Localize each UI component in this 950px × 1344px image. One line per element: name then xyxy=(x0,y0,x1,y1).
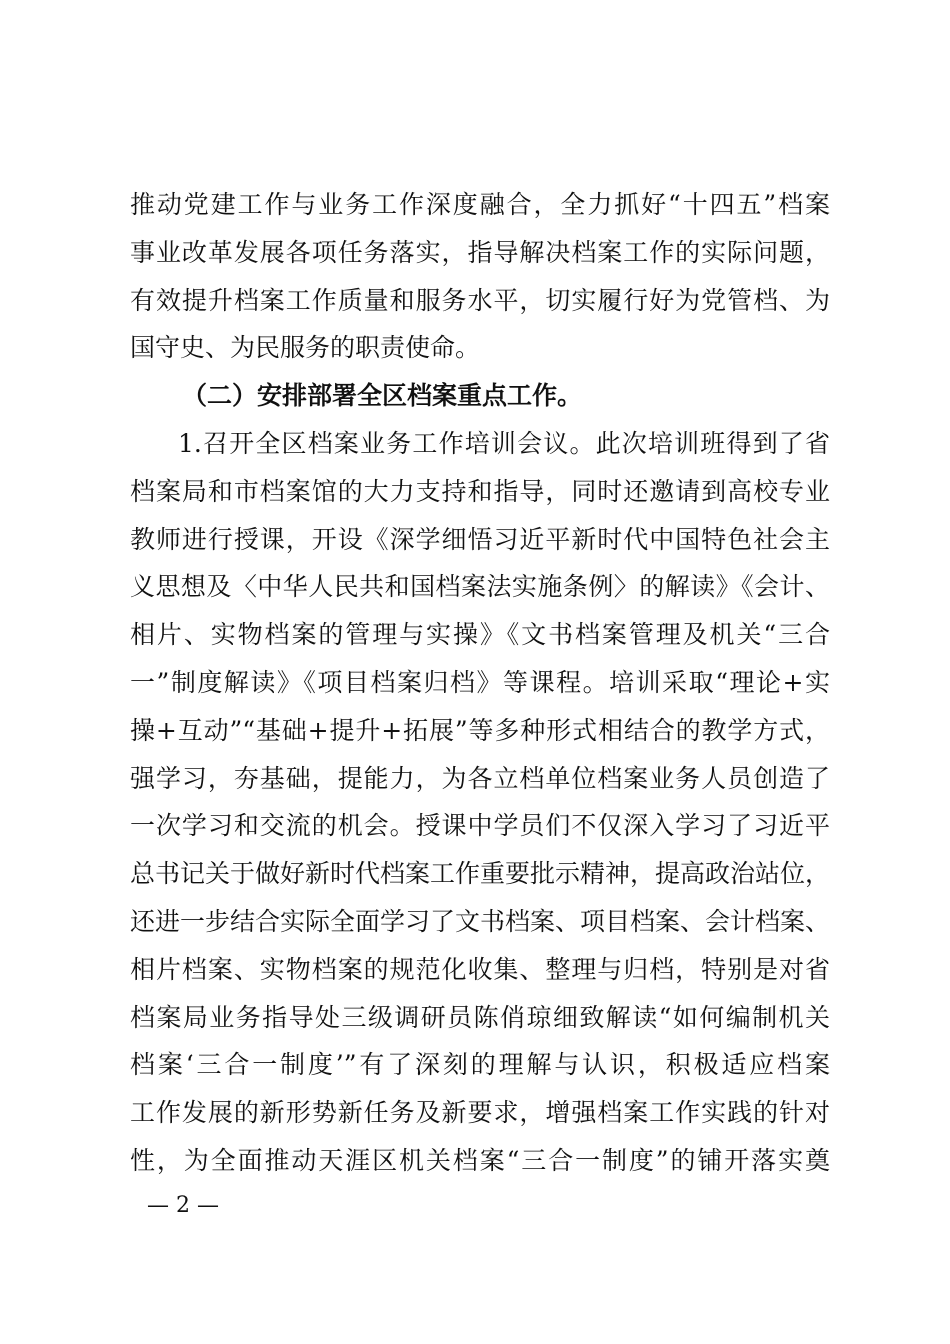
text-line: 档案局业务指导处三级调研员陈俏琼细致解读“如何编制机关 xyxy=(130,1002,830,1032)
text-line: 推动党建工作与业务工作深度融合，全力抓好“十四五”档案 xyxy=(130,190,830,219)
paragraph-party-building xyxy=(130,181,830,372)
text-line: 有效提升档案工作质量和服务水平，切实履行好为党管档、为 xyxy=(130,285,830,315)
text-line: 工作发展的新形势新任务及新要求，增强档案工作实践的针对 xyxy=(130,1098,830,1128)
text-line: 档案‘三合一制度’”有了深刻的理解与认识，积极适应档案 xyxy=(130,1050,830,1080)
text-line: 一”制度解读》《项目档案归档》等课程。培训采取“理论+实 xyxy=(130,667,830,697)
section-heading: （二）安排部署全区档案重点工作。 xyxy=(182,381,583,411)
text-line: 事业改革发展各项任务落实，指导解决档案工作的实际问题， xyxy=(130,237,830,267)
text-line: 相片、实物档案的管理与实操》《文书档案管理及机关“三合 xyxy=(130,620,830,650)
text-line: 还进一步结合实际全面学习了文书档案、项目档案、会计档案、 xyxy=(130,906,831,936)
text-line: 教师进行授课，开设《深学细悟习近平新时代中国特色社会主 xyxy=(130,524,830,554)
text-line: 强学习，夯基础，提能力，为各立档单位档案业务人员创造了 xyxy=(130,763,830,793)
text-line: 性，为全面推动天涯区机关档案“三合一制度”的铺开落实奠 xyxy=(130,1145,830,1175)
text-line: 操+互动”“基础+提升+拓展”等多种形式相结合的教学方式， xyxy=(130,715,830,745)
text-line: 相片档案、实物档案的规范化收集、整理与归档，特别是对省 xyxy=(130,954,830,984)
page-number: — 2 — xyxy=(147,1193,219,1218)
text-line: 总书记关于做好新时代档案工作重要批示精神，提高政治站位， xyxy=(130,859,831,889)
document-body xyxy=(130,181,830,1185)
text-line: 1.召开全区档案业务工作培训会议。此次培训班得到了省 xyxy=(178,428,830,458)
text-line: 一次学习和交流的机会。授课中学员们不仅深入学习了习近平 xyxy=(130,811,830,841)
paragraph-training-meeting xyxy=(130,420,830,1185)
text-line: 档案局和市档案馆的大力支持和指导，同时还邀请到高校专业 xyxy=(130,476,830,506)
text-line: 国守史、为民服务的职责使命。 xyxy=(130,333,481,363)
text-line: 义思想及〈中华人民共和国档案法实施条例〉的解读》《会计、 xyxy=(130,572,830,602)
